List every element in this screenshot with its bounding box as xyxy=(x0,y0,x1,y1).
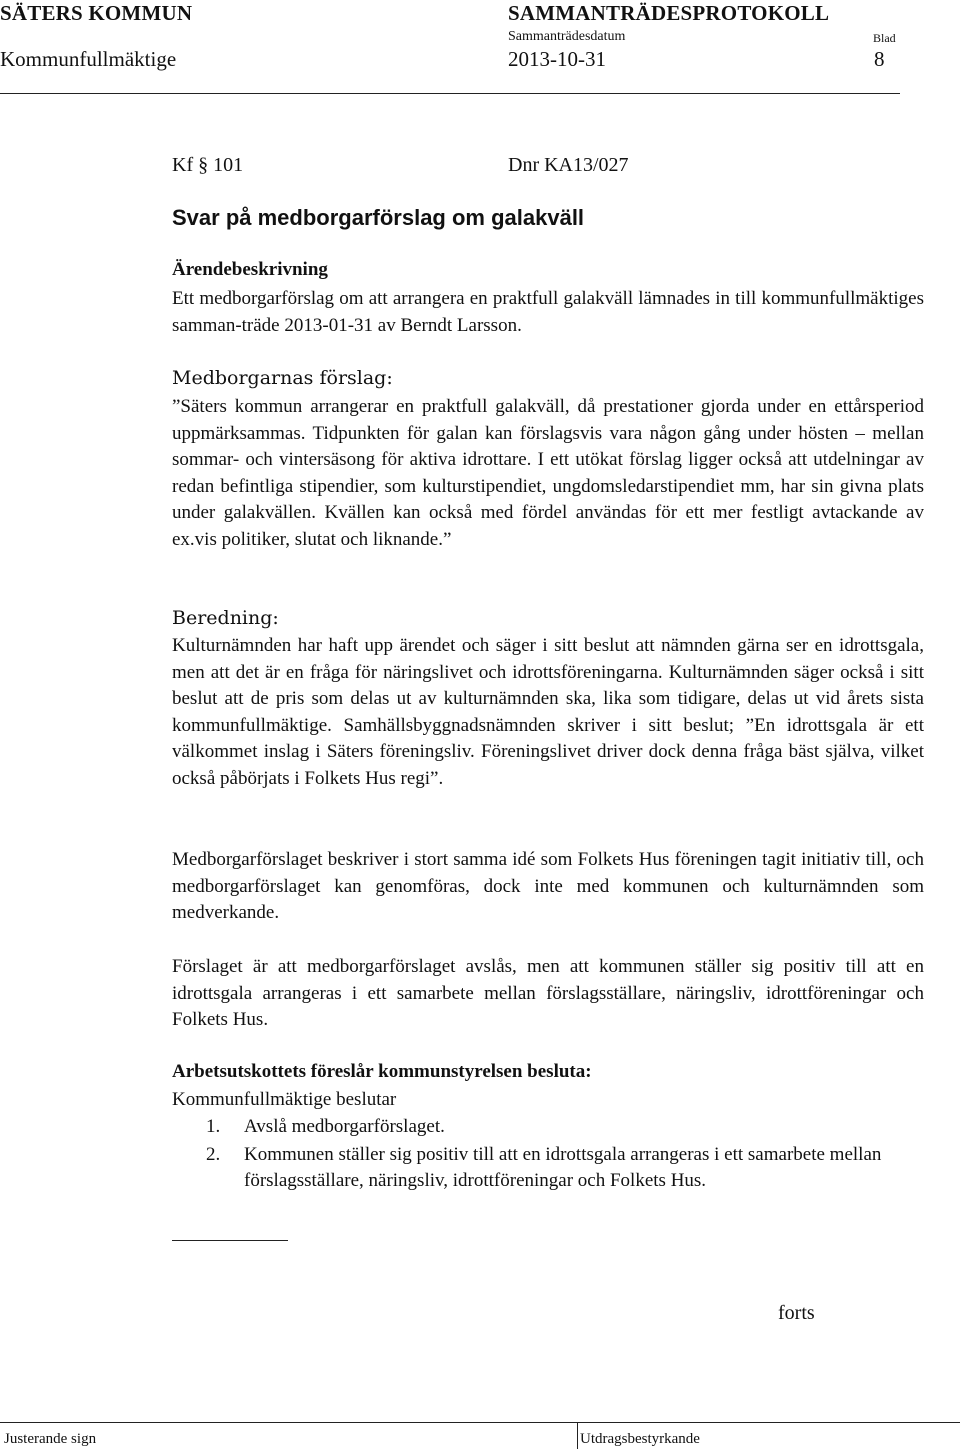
footer-rule xyxy=(0,1422,960,1423)
header-rule xyxy=(0,93,900,94)
case-reference: Kf § 101 xyxy=(172,154,244,176)
list-item-number: 1. xyxy=(206,1116,221,1137)
body-name: Kommunfullmäktige xyxy=(0,47,177,71)
list-item xyxy=(172,1142,947,1195)
arende-heading: Ärendebeskrivning xyxy=(172,259,328,280)
date-label: Sammanträdesdatum xyxy=(508,29,626,44)
beredning-text: Kulturnämnden har haft upp ärendet och säger i sitt beslut att nämnden gärna ser en idrottsgala, men att det är en fråga för näringslivet och idrottsföreningarna. Kulturnämnden säger också i sitt beslut att de pris som delas ut av kulturnämnden ska, lika som tidigare, delas ut vid årets sista kommunfullmäktige. Samhällsbyggnadsnämnden skriver i sitt beslut; ”En idrottsgala är ett välkommet inslag i Säters föreningsliv. Föreningslivet driver dock denna fråga bäst själva, vilket också påbörjats i Folkets Hus regi”. xyxy=(172,635,924,789)
list-item xyxy=(172,1114,947,1141)
extract-label: Utdragsbestyrkande xyxy=(580,1431,700,1447)
list-item-text: Avslå medborgarförslaget. xyxy=(244,1116,445,1137)
page-number: 8 xyxy=(874,47,885,71)
forslag-heading: Medborgarnas förslag: xyxy=(172,367,393,389)
beredning-heading: Beredning: xyxy=(172,607,279,629)
meeting-date: 2013-10-31 xyxy=(508,47,606,71)
document-type: SAMMANTRÄDESPROTOKOLL xyxy=(508,1,830,25)
continued-label: forts xyxy=(778,1302,815,1324)
footer-divider xyxy=(577,1422,578,1449)
case-title: Svar på medborgarförslag om galakväll xyxy=(172,205,585,230)
decision-list xyxy=(172,1114,947,1195)
sign-label: Justerande sign xyxy=(4,1431,97,1447)
paragraph-forslaget: Förslaget är att medborgarförslaget avslås, men att kommunen ställer sig positiv till att en idrottsgala arrangeras i ett samarbete mellan förslagsställare, näringsliv, idrottföreningar och Folkets Hus. xyxy=(172,956,924,1030)
list-item-number: 2. xyxy=(206,1143,221,1165)
paragraph-medborgarforslaget: Medborgarförslaget beskriver i stort samma idé som Folkets Hus föreningen tagit initiativ till, och medborgarförslaget kan genomföras, dock inte med kommunen och kulturnämnden som medverkande. xyxy=(172,849,924,923)
section-end-rule xyxy=(172,1240,288,1241)
arende-text: Ett medborgarförslag om att arrangera en praktfull galakväll lämnades in till kommunfullmäktiges samman-träde 2013-01-31 av Berndt Larsson. xyxy=(172,288,924,336)
list-item-text: Kommunen ställer sig positiv till att en idrottsgala arrangeras i ett samarbete mellan förslagsställare, näringsliv, idrottföreningar och Folkets Hus. xyxy=(244,1143,882,1191)
case-dnr: Dnr KA13/027 xyxy=(508,154,629,176)
municipality-name: SÄTERS KOMMUN xyxy=(0,1,193,25)
au-heading: Arbetsutskottets föreslår kommunstyrelsen besluta: xyxy=(172,1061,592,1082)
page-label: Blad xyxy=(873,31,896,45)
forslag-text: ”Säters kommun arrangerar en praktfull galakväll, då prestationer gjorda under en ettårsperiod uppmärksammas. Tidpunkten för galan kan förslagsvis vara någon gång under hösten – mellan sommar- och vintersäsong för aktiva idrottare. I ett utökat förslag ligger också att utdelningar av redan befintliga stipendier, som kulturstipendiet, ungdomsledarstipendiet mm, har sin givna plats under galakvällen. Kvällen kan också med fördel användas för ett mer festligt avtackande av ex.vis politiker, slutat och liknande.” xyxy=(172,396,924,550)
au-intro: Kommunfullmäktige beslutar xyxy=(172,1089,397,1110)
